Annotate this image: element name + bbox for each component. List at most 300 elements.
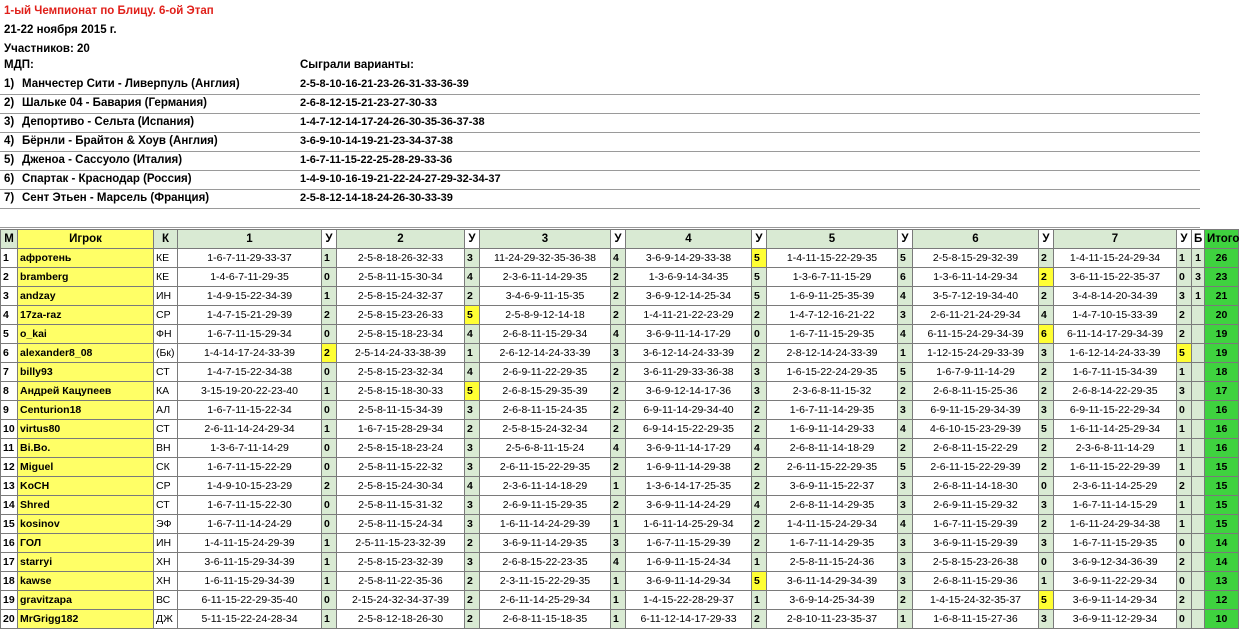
table-row xyxy=(1,382,1239,401)
total-cell: 10 xyxy=(1205,610,1239,629)
score-cell: 1 xyxy=(1177,458,1192,477)
variant-cell: 2-6-11-15-22-29-39 xyxy=(913,458,1039,477)
score-cell: 5 xyxy=(752,249,767,268)
variant-cell: 2-5-8-11-15-30-34 xyxy=(337,268,465,287)
variant-cell: 3-6-9-11-14-29-35 xyxy=(480,534,611,553)
score-cell: 1 xyxy=(752,553,767,572)
table-row xyxy=(1,287,1239,306)
variant-cell: 3-6-11-29-33-36-38 xyxy=(626,363,752,382)
place-cell: 12 xyxy=(1,458,18,477)
score-cell: 4 xyxy=(611,553,626,572)
total-cell: 16 xyxy=(1205,439,1239,458)
variant-cell: 2-6-8-15-29-35-39 xyxy=(480,382,611,401)
score-cell: 4 xyxy=(465,268,480,287)
variant-cell: 1-6-7-11-14-29-35 xyxy=(767,534,898,553)
score-cell: 3 xyxy=(1039,344,1054,363)
variant-cell: 1-6-7-15-28-29-34 xyxy=(337,420,465,439)
club-code: ХН xyxy=(154,572,178,591)
club-code: ФН xyxy=(154,325,178,344)
score-cell: 0 xyxy=(322,325,337,344)
variant-cell: 1-6-9-11-15-24-34 xyxy=(626,553,752,572)
score-cell: 5 xyxy=(1177,344,1192,363)
score-cell: 2 xyxy=(752,477,767,496)
col-header-k: К xyxy=(154,230,178,249)
variant-cell: 1-4-7-12-16-21-22 xyxy=(767,306,898,325)
variant-cell: 2-6-8-11-14-18-29 xyxy=(767,439,898,458)
variant-cell: 1-6-9-11-25-35-39 xyxy=(767,287,898,306)
match-name: Спартак - Краснодар (Россия) xyxy=(22,173,192,185)
score-cell: 5 xyxy=(1039,591,1054,610)
variant-cell: 6-11-14-17-29-34-39 xyxy=(1054,325,1177,344)
score-cell: 1 xyxy=(1177,439,1192,458)
participants-count: Участников: 20 xyxy=(4,43,90,55)
variant-cell: 2-5-8-9-12-14-18 xyxy=(480,306,611,325)
variant-cell: 1-4-15-24-32-35-37 xyxy=(913,591,1039,610)
score-cell: 3 xyxy=(1039,496,1054,515)
variant-cell: 1-3-6-14-17-25-35 xyxy=(626,477,752,496)
variant-cell: 3-15-19-20-22-23-40 xyxy=(178,382,322,401)
match-name: Бёрнли - Брайтон & Хоув (Англия) xyxy=(22,135,218,147)
place-cell: 10 xyxy=(1,420,18,439)
score-cell: 3 xyxy=(1039,401,1054,420)
score-cell: 2 xyxy=(752,344,767,363)
score-cell: 1 xyxy=(611,515,626,534)
club-code: ИН xyxy=(154,534,178,553)
total-cell: 15 xyxy=(1205,496,1239,515)
score-cell: 3 xyxy=(898,306,913,325)
variant-cell: 2-5-8-15-24-32-34 xyxy=(480,420,611,439)
col-header-round-4: 4 xyxy=(626,230,752,249)
variant-cell: 1-6-7-11-15-29-39 xyxy=(913,515,1039,534)
variant-cell: 2-6-9-11-15-29-35 xyxy=(480,496,611,515)
club-code: ИН xyxy=(154,287,178,306)
col-header-u: У xyxy=(611,230,626,249)
player-name: billy93 xyxy=(18,363,154,382)
total-cell: 15 xyxy=(1205,515,1239,534)
variant-cell: 3-6-9-12-14-25-34 xyxy=(626,287,752,306)
score-cell: 5 xyxy=(898,249,913,268)
score-cell: 2 xyxy=(611,382,626,401)
match-variants: 2-5-8-10-16-21-23-26-31-33-36-39 xyxy=(300,78,469,90)
score-cell: 3 xyxy=(898,401,913,420)
score-cell: 0 xyxy=(322,439,337,458)
variant-cell: 1-6-9-11-14-29-33 xyxy=(767,420,898,439)
place-cell: 15 xyxy=(1,515,18,534)
total-cell: 19 xyxy=(1205,325,1239,344)
variant-cell: 3-6-9-11-14-17-29 xyxy=(626,325,752,344)
score-cell: 2 xyxy=(611,420,626,439)
score-cell: 2 xyxy=(752,610,767,629)
total-cell: 26 xyxy=(1205,249,1239,268)
score-cell: 6 xyxy=(898,268,913,287)
score-cell: 1 xyxy=(1177,363,1192,382)
score-cell: 1 xyxy=(611,610,626,629)
score-cell: 2 xyxy=(898,591,913,610)
variant-cell: 2-6-8-11-15-22-29 xyxy=(913,439,1039,458)
match-name: Депортиво - Сельта (Испания) xyxy=(22,116,195,128)
variant-cell: 3-4-8-14-20-34-39 xyxy=(1054,287,1177,306)
col-header-round-6: 6 xyxy=(913,230,1039,249)
total-cell: 14 xyxy=(1205,553,1239,572)
variant-cell: 1-4-11-15-24-29-34 xyxy=(767,515,898,534)
club-code: ВН xyxy=(154,439,178,458)
results-table xyxy=(0,229,1239,629)
match-row-empty xyxy=(0,209,1200,228)
score-cell: 1 xyxy=(322,287,337,306)
club-code: СР xyxy=(154,306,178,325)
place-cell: 5 xyxy=(1,325,18,344)
variant-cell: 3-6-11-14-29-34-39 xyxy=(767,572,898,591)
variant-cell: 3-6-9-11-15-22-37 xyxy=(767,477,898,496)
score-cell: 1 xyxy=(1039,572,1054,591)
match-variants: 1-4-9-10-16-19-21-22-24-27-29-32-34-37 xyxy=(300,173,501,185)
variant-cell: 1-6-7-11-15-34-39 xyxy=(1054,363,1177,382)
score-cell: 0 xyxy=(322,401,337,420)
bonus-cell xyxy=(1192,496,1205,515)
score-cell: 2 xyxy=(611,287,626,306)
variant-cell: 1-3-6-7-11-14-29 xyxy=(178,439,322,458)
variant-cell: 2-5-8-11-15-24-36 xyxy=(767,553,898,572)
place-cell: 3 xyxy=(1,287,18,306)
bonus-cell xyxy=(1192,477,1205,496)
total-cell: 17 xyxy=(1205,382,1239,401)
score-cell: 2 xyxy=(1039,249,1054,268)
bonus-cell xyxy=(1192,458,1205,477)
variant-cell: 3-4-6-9-11-15-35 xyxy=(480,287,611,306)
club-code: АЛ xyxy=(154,401,178,420)
table-row xyxy=(1,477,1239,496)
score-cell: 2 xyxy=(1177,325,1192,344)
variant-cell: 3-6-9-11-12-29-34 xyxy=(1054,610,1177,629)
table-row xyxy=(1,420,1239,439)
variant-cell: 6-9-11-15-22-29-34 xyxy=(1054,401,1177,420)
match-name: Манчестер Сити - Ливерпуль (Англия) xyxy=(22,78,240,90)
score-cell: 5 xyxy=(752,572,767,591)
variant-cell: 2-5-8-15-23-26-33 xyxy=(337,306,465,325)
variant-cell: 1-6-7-11-15-29-35 xyxy=(1054,534,1177,553)
col-header-round-5: 5 xyxy=(767,230,898,249)
bonus-cell xyxy=(1192,344,1205,363)
bonus-cell xyxy=(1192,306,1205,325)
variant-cell: 3-6-9-14-25-34-39 xyxy=(767,591,898,610)
header xyxy=(4,2,214,59)
club-code: СТ xyxy=(154,496,178,515)
place-cell: 14 xyxy=(1,496,18,515)
score-cell: 1 xyxy=(898,610,913,629)
score-cell: 3 xyxy=(752,382,767,401)
score-cell: 2 xyxy=(322,306,337,325)
variant-cell: 2-6-8-11-15-29-36 xyxy=(913,572,1039,591)
variant-cell: 2-6-8-11-15-18-35 xyxy=(480,610,611,629)
match-number: 5) xyxy=(4,154,15,166)
score-cell: 4 xyxy=(898,287,913,306)
variant-cell: 1-4-11-15-24-29-39 xyxy=(178,534,322,553)
variant-cell: 1-3-6-11-14-29-34 xyxy=(913,268,1039,287)
variant-cell: 2-3-6-11-14-18-29 xyxy=(480,477,611,496)
variant-cell: 2-6-8-11-15-24-35 xyxy=(480,401,611,420)
variant-cell: 2-3-11-15-22-29-35 xyxy=(480,572,611,591)
place-cell: 11 xyxy=(1,439,18,458)
variant-cell: 3-6-11-15-22-35-37 xyxy=(1054,268,1177,287)
score-cell: 2 xyxy=(1039,458,1054,477)
match-number: 4) xyxy=(4,135,15,147)
variant-cell: 1-6-7-11-15-22-29 xyxy=(178,458,322,477)
variant-cell: 1-6-7-11-14-15-29 xyxy=(1054,496,1177,515)
match-variants: 1-4-7-12-14-17-24-26-30-35-36-37-38 xyxy=(300,116,485,128)
score-cell: 2 xyxy=(1039,268,1054,287)
score-cell: 5 xyxy=(465,382,480,401)
variant-cell: 1-6-11-14-25-29-34 xyxy=(626,515,752,534)
score-cell: 4 xyxy=(898,420,913,439)
club-code: КА xyxy=(154,382,178,401)
table-row xyxy=(1,515,1239,534)
score-cell: 2 xyxy=(1177,591,1192,610)
variant-cell: 1-6-8-11-15-27-36 xyxy=(913,610,1039,629)
score-cell: 2 xyxy=(465,420,480,439)
score-cell: 0 xyxy=(1177,534,1192,553)
score-cell: 1 xyxy=(322,420,337,439)
score-cell: 2 xyxy=(1039,382,1054,401)
variant-cell: 1-6-15-22-24-29-35 xyxy=(767,363,898,382)
variant-cell: 1-4-7-10-15-33-39 xyxy=(1054,306,1177,325)
variant-cell: 1-4-9-10-15-23-29 xyxy=(178,477,322,496)
variant-cell: 2-5-8-11-15-24-34 xyxy=(337,515,465,534)
place-cell: 4 xyxy=(1,306,18,325)
player-name: Андрей Кацупеев xyxy=(18,382,154,401)
table-row xyxy=(1,249,1239,268)
bonus-cell xyxy=(1192,401,1205,420)
score-cell: 0 xyxy=(1177,268,1192,287)
variant-cell: 2-6-9-11-15-29-32 xyxy=(913,496,1039,515)
match-variants: 1-6-7-11-15-22-25-28-29-33-36 xyxy=(300,154,453,166)
variant-cell: 3-6-12-14-24-33-39 xyxy=(626,344,752,363)
score-cell: 3 xyxy=(465,249,480,268)
score-cell: 3 xyxy=(465,496,480,515)
score-cell: 5 xyxy=(898,363,913,382)
score-cell: 3 xyxy=(611,344,626,363)
table-row xyxy=(1,572,1239,591)
club-code: СК xyxy=(154,458,178,477)
bonus-cell xyxy=(1192,325,1205,344)
table-row xyxy=(1,591,1239,610)
col-header-u: У xyxy=(322,230,337,249)
variant-cell: 2-3-6-11-14-25-29 xyxy=(1054,477,1177,496)
score-cell: 2 xyxy=(752,401,767,420)
score-cell: 2 xyxy=(465,591,480,610)
variant-cell: 1-6-7-11-15-29-35 xyxy=(767,325,898,344)
match-number: 7) xyxy=(4,192,15,204)
table-row xyxy=(1,553,1239,572)
score-cell: 2 xyxy=(611,306,626,325)
match-row xyxy=(0,95,1200,114)
place-cell: 16 xyxy=(1,534,18,553)
club-code: СТ xyxy=(154,363,178,382)
variant-cell: 3-6-9-12-14-17-36 xyxy=(626,382,752,401)
score-cell: 1 xyxy=(611,572,626,591)
variant-cell: 1-4-15-22-28-29-37 xyxy=(626,591,752,610)
variant-cell: 2-5-11-15-23-32-39 xyxy=(337,534,465,553)
variant-cell: 1-6-7-9-11-14-29 xyxy=(913,363,1039,382)
score-cell: 2 xyxy=(1177,553,1192,572)
club-code: СР xyxy=(154,477,178,496)
score-cell: 1 xyxy=(1177,515,1192,534)
col-header-u: У xyxy=(1039,230,1054,249)
club-code: ВС xyxy=(154,591,178,610)
col-header-u: У xyxy=(1177,230,1192,249)
variant-cell: 1-4-7-15-21-29-39 xyxy=(178,306,322,325)
score-cell: 3 xyxy=(465,439,480,458)
variant-cell: 1-6-11-14-25-29-34 xyxy=(1054,420,1177,439)
variant-cell: 2-6-12-14-24-33-39 xyxy=(480,344,611,363)
score-cell: 4 xyxy=(611,439,626,458)
score-cell: 3 xyxy=(465,401,480,420)
score-cell: 1 xyxy=(322,382,337,401)
score-cell: 4 xyxy=(752,439,767,458)
variant-cell: 3-6-9-12-34-36-39 xyxy=(1054,553,1177,572)
score-cell: 2 xyxy=(752,306,767,325)
place-cell: 13 xyxy=(1,477,18,496)
variant-cell: 2-5-8-15-18-23-24 xyxy=(337,439,465,458)
variant-cell: 1-6-7-11-14-29-35 xyxy=(767,401,898,420)
variant-cell: 2-6-8-11-14-18-30 xyxy=(913,477,1039,496)
variant-cell: 2-5-8-15-18-30-33 xyxy=(337,382,465,401)
variant-cell: 2-6-11-15-22-29-35 xyxy=(480,458,611,477)
variant-cell: 2-6-11-21-24-29-34 xyxy=(913,306,1039,325)
variant-cell: 2-5-14-24-33-38-39 xyxy=(337,344,465,363)
variant-cell: 2-5-8-15-23-26-38 xyxy=(913,553,1039,572)
variant-cell: 2-5-8-18-26-32-33 xyxy=(337,249,465,268)
player-name: Shred xyxy=(18,496,154,515)
variant-cell: 2-6-8-11-14-29-35 xyxy=(767,496,898,515)
variant-cell: 1-4-14-17-24-33-39 xyxy=(178,344,322,363)
player-name: ГОЛ xyxy=(18,534,154,553)
table-row xyxy=(1,268,1239,287)
score-cell: 3 xyxy=(898,534,913,553)
variant-cell: 1-4-11-15-22-29-35 xyxy=(767,249,898,268)
variant-cell: 2-5-8-15-23-32-34 xyxy=(337,363,465,382)
variant-cell: 2-5-6-8-11-15-24 xyxy=(480,439,611,458)
match-number: 6) xyxy=(4,173,15,185)
place-cell: 18 xyxy=(1,572,18,591)
variant-cell: 5-11-15-22-24-28-34 xyxy=(178,610,322,629)
variant-cell: 2-5-8-11-15-34-39 xyxy=(337,401,465,420)
player-name: o_kai xyxy=(18,325,154,344)
place-cell: 2 xyxy=(1,268,18,287)
club-code: ЭФ xyxy=(154,515,178,534)
place-cell: 6 xyxy=(1,344,18,363)
score-cell: 3 xyxy=(898,477,913,496)
score-cell: 1 xyxy=(1177,496,1192,515)
col-header-b: Б xyxy=(1192,230,1205,249)
score-cell: 3 xyxy=(898,553,913,572)
variant-cell: 1-4-6-7-11-29-35 xyxy=(178,268,322,287)
score-cell: 3 xyxy=(1039,610,1054,629)
variant-cell: 1-6-11-15-29-34-39 xyxy=(178,572,322,591)
variant-cell: 3-6-9-11-14-29-34 xyxy=(1054,591,1177,610)
table-row xyxy=(1,363,1239,382)
bonus-cell xyxy=(1192,553,1205,572)
score-cell: 2 xyxy=(752,458,767,477)
club-code: СТ xyxy=(154,420,178,439)
col-header-round-2: 2 xyxy=(337,230,465,249)
player-name: KoCH xyxy=(18,477,154,496)
total-cell: 14 xyxy=(1205,534,1239,553)
variant-cell: 1-6-11-14-24-29-39 xyxy=(480,515,611,534)
variant-cell: 2-15-24-32-34-37-39 xyxy=(337,591,465,610)
player-name: gravitzapa xyxy=(18,591,154,610)
club-code: КЕ xyxy=(154,249,178,268)
total-cell: 16 xyxy=(1205,420,1239,439)
bonus-cell xyxy=(1192,610,1205,629)
bonus-cell xyxy=(1192,363,1205,382)
player-name: Centurion18 xyxy=(18,401,154,420)
match-row xyxy=(0,133,1200,152)
col-header-round-3: 3 xyxy=(480,230,611,249)
score-cell: 1 xyxy=(322,572,337,591)
table-header-row xyxy=(1,230,1239,249)
score-cell: 0 xyxy=(1039,477,1054,496)
bonus-cell xyxy=(1192,591,1205,610)
variant-cell: 6-11-12-14-17-29-33 xyxy=(626,610,752,629)
club-code: ХН xyxy=(154,553,178,572)
variant-cell: 2-6-9-11-22-29-35 xyxy=(480,363,611,382)
score-cell: 1 xyxy=(322,610,337,629)
score-cell: 1 xyxy=(611,477,626,496)
col-header-round-7: 7 xyxy=(1054,230,1177,249)
score-cell: 1 xyxy=(322,553,337,572)
variant-cell: 1-12-15-24-29-33-39 xyxy=(913,344,1039,363)
score-cell: 4 xyxy=(898,325,913,344)
score-cell: 0 xyxy=(752,325,767,344)
score-cell: 0 xyxy=(322,363,337,382)
variant-cell: 1-6-7-11-29-33-37 xyxy=(178,249,322,268)
score-cell: 1 xyxy=(752,591,767,610)
score-cell: 3 xyxy=(1177,382,1192,401)
score-cell: 2 xyxy=(611,363,626,382)
bonus-cell xyxy=(1192,515,1205,534)
club-code: КЕ xyxy=(154,268,178,287)
match-name: Шальке 04 - Бавария (Германия) xyxy=(22,97,207,109)
score-cell: 3 xyxy=(611,534,626,553)
score-cell: 2 xyxy=(1177,306,1192,325)
place-cell: 1 xyxy=(1,249,18,268)
score-cell: 0 xyxy=(322,268,337,287)
score-cell: 5 xyxy=(465,306,480,325)
score-cell: 5 xyxy=(898,458,913,477)
variant-cell: 1-6-11-24-29-34-38 xyxy=(1054,515,1177,534)
variant-cell: 6-9-14-15-22-29-35 xyxy=(626,420,752,439)
score-cell: 2 xyxy=(611,458,626,477)
score-cell: 3 xyxy=(752,363,767,382)
variant-cell: 4-6-10-15-23-29-39 xyxy=(913,420,1039,439)
total-cell: 15 xyxy=(1205,458,1239,477)
club-code: ДЖ xyxy=(154,610,178,629)
match-name: Дженоа - Сассуоло (Италия) xyxy=(22,154,183,166)
total-cell: 20 xyxy=(1205,306,1239,325)
bonus-cell: 1 xyxy=(1192,249,1205,268)
score-cell: 3 xyxy=(898,572,913,591)
bonus-cell xyxy=(1192,420,1205,439)
player-name: andzay xyxy=(18,287,154,306)
player-name: Bi.Bo. xyxy=(18,439,154,458)
score-cell: 1 xyxy=(1177,420,1192,439)
score-cell: 2 xyxy=(465,534,480,553)
table-row xyxy=(1,306,1239,325)
score-cell: 5 xyxy=(752,268,767,287)
variant-cell: 2-3-6-8-11-14-29 xyxy=(1054,439,1177,458)
match-variants: 2-6-8-12-15-21-23-27-30-33 xyxy=(300,97,437,109)
variant-cell: 2-8-10-11-23-35-37 xyxy=(767,610,898,629)
